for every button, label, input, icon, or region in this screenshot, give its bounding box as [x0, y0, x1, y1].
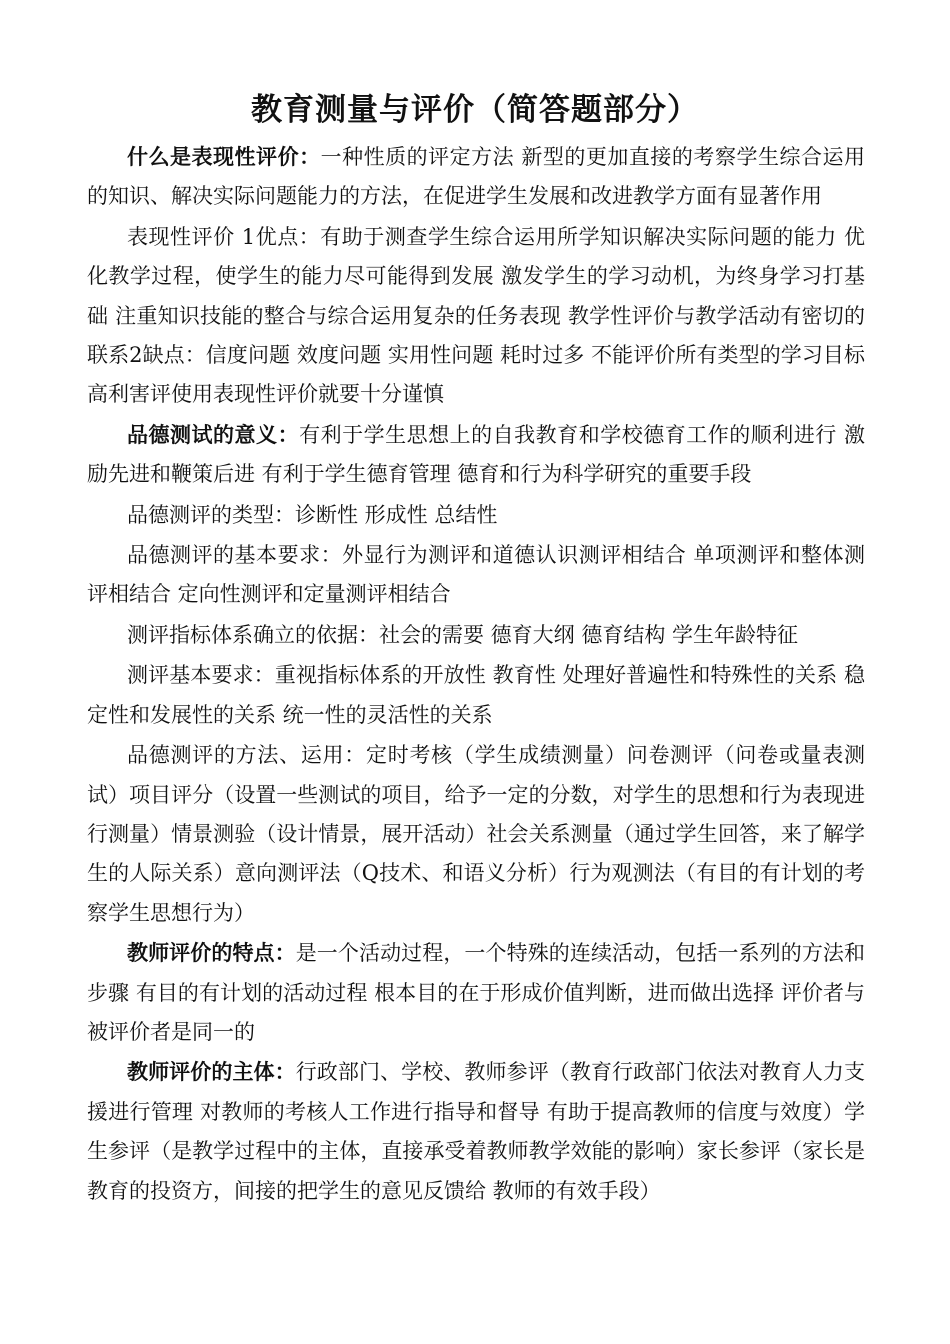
paragraph-text: 品德测评的类型：诊断性 形成性 总结性: [127, 502, 498, 527]
paragraph-moral-test-meaning: [87, 415, 865, 495]
paragraph-performance-assessment: [87, 137, 865, 217]
paragraph-moral-assessment-types: [87, 495, 865, 535]
paragraph-lead: 教师评价的主体：: [127, 1059, 296, 1085]
paragraph-lead: 什么是表现性评价：: [127, 144, 321, 169]
paragraph-text: 测评指标体系确立的依据：社会的需要 德育大纲 德育结构 学生年龄特征: [127, 622, 799, 647]
paragraph-text: 测评基本要求：重视指标体系的开放性 教育性 处理好普遍性和特殊性的关系 稳定性和发展性的关系 统一性的灵活性的关系: [87, 663, 865, 727]
paragraph-basic-requirements: [87, 655, 865, 735]
paragraph-text: 表现性评价 1优点：有助于测查学生综合运用所学知识解决实际问题的能力 优化教学过程，使学生的能力尽可能得到发展 激发学生的学习动机，为终身学习打基础 注重知识技能的整合与综合运用复杂的任务表现 教学性评价与教学活动有密切的联系2缺点：信度问题 效度问题 实用性问题 耗时过多 不能评价所有类型的学习目标 高利害评使用表现性评价就要十分谨慎: [87, 224, 865, 407]
paragraph-text: 一种性质的评定方法 新型的更加直接的考察学生综合运用的知识、解决实际问题能力的方法，在促进学生发展和改进教学方面有显著作用: [87, 145, 865, 209]
paragraph-text: 是一个活动过程，一个特殊的连续活动，包括一系列的方法和步骤 有目的有计划的活动过程 根本目的在于形成价值判断，进而做出选择 评价者与被评价者是同一的: [87, 941, 866, 1044]
paragraph-lead: 教师评价的特点：: [127, 940, 296, 966]
paragraph-indicator-basis: [87, 615, 865, 655]
paragraph-lead: 品德测试的意义：: [127, 421, 300, 447]
paragraph-text: 品德测评的方法、运用：定时考核（学生成绩测量）问卷测评（问卷或量表测试）项目评分（设置一些测试的项目，给予一定的分数，对学生的思想和行为表现进行测量）情景测验（设计情景，展开活动）社会关系测量（通过学生回答，来了解学生的人际关系）意向测评法（Q技术、和语义分析）行为观测法（有目的有计划的考察学生思想行为）: [87, 743, 865, 925]
paragraph-text: 行政部门、学校、教师参评（教育行政部门依法对教育人力支援进行管理 对教师的考核人工作进行指导和督导 有助于提高教师的信度与效度）学生参评（是教学过程中的主体，直接承受着教师教学效能的影响）家长参评（家长是教育的投资方，间接的把学生的意见反馈给 教师的有效手段）: [87, 1060, 866, 1203]
paragraph-text: 品德测评的基本要求：外显行为测评和道德认识测评相结合 单项测评和整体测评相结合 定向性测评和定量测评相结合: [87, 543, 865, 607]
document-body: [87, 137, 865, 1211]
paragraph-moral-assessment-requirements: [87, 535, 865, 615]
paragraph-teacher-evaluation-subjects: [87, 1052, 865, 1211]
document-title: 教育测量与评价（简答题部分）: [251, 92, 699, 128]
paragraph-performance-pros-cons: [87, 217, 865, 415]
paragraph-teacher-evaluation-features: [87, 933, 865, 1052]
paragraph-text: 有利于学生思想上的自我教育和学校德育工作的顺利进行 激励先进和鞭策后进 有利于学生德育管理 德育和行为科学研究的重要手段: [87, 422, 865, 487]
paragraph-moral-assessment-methods: [87, 735, 865, 933]
